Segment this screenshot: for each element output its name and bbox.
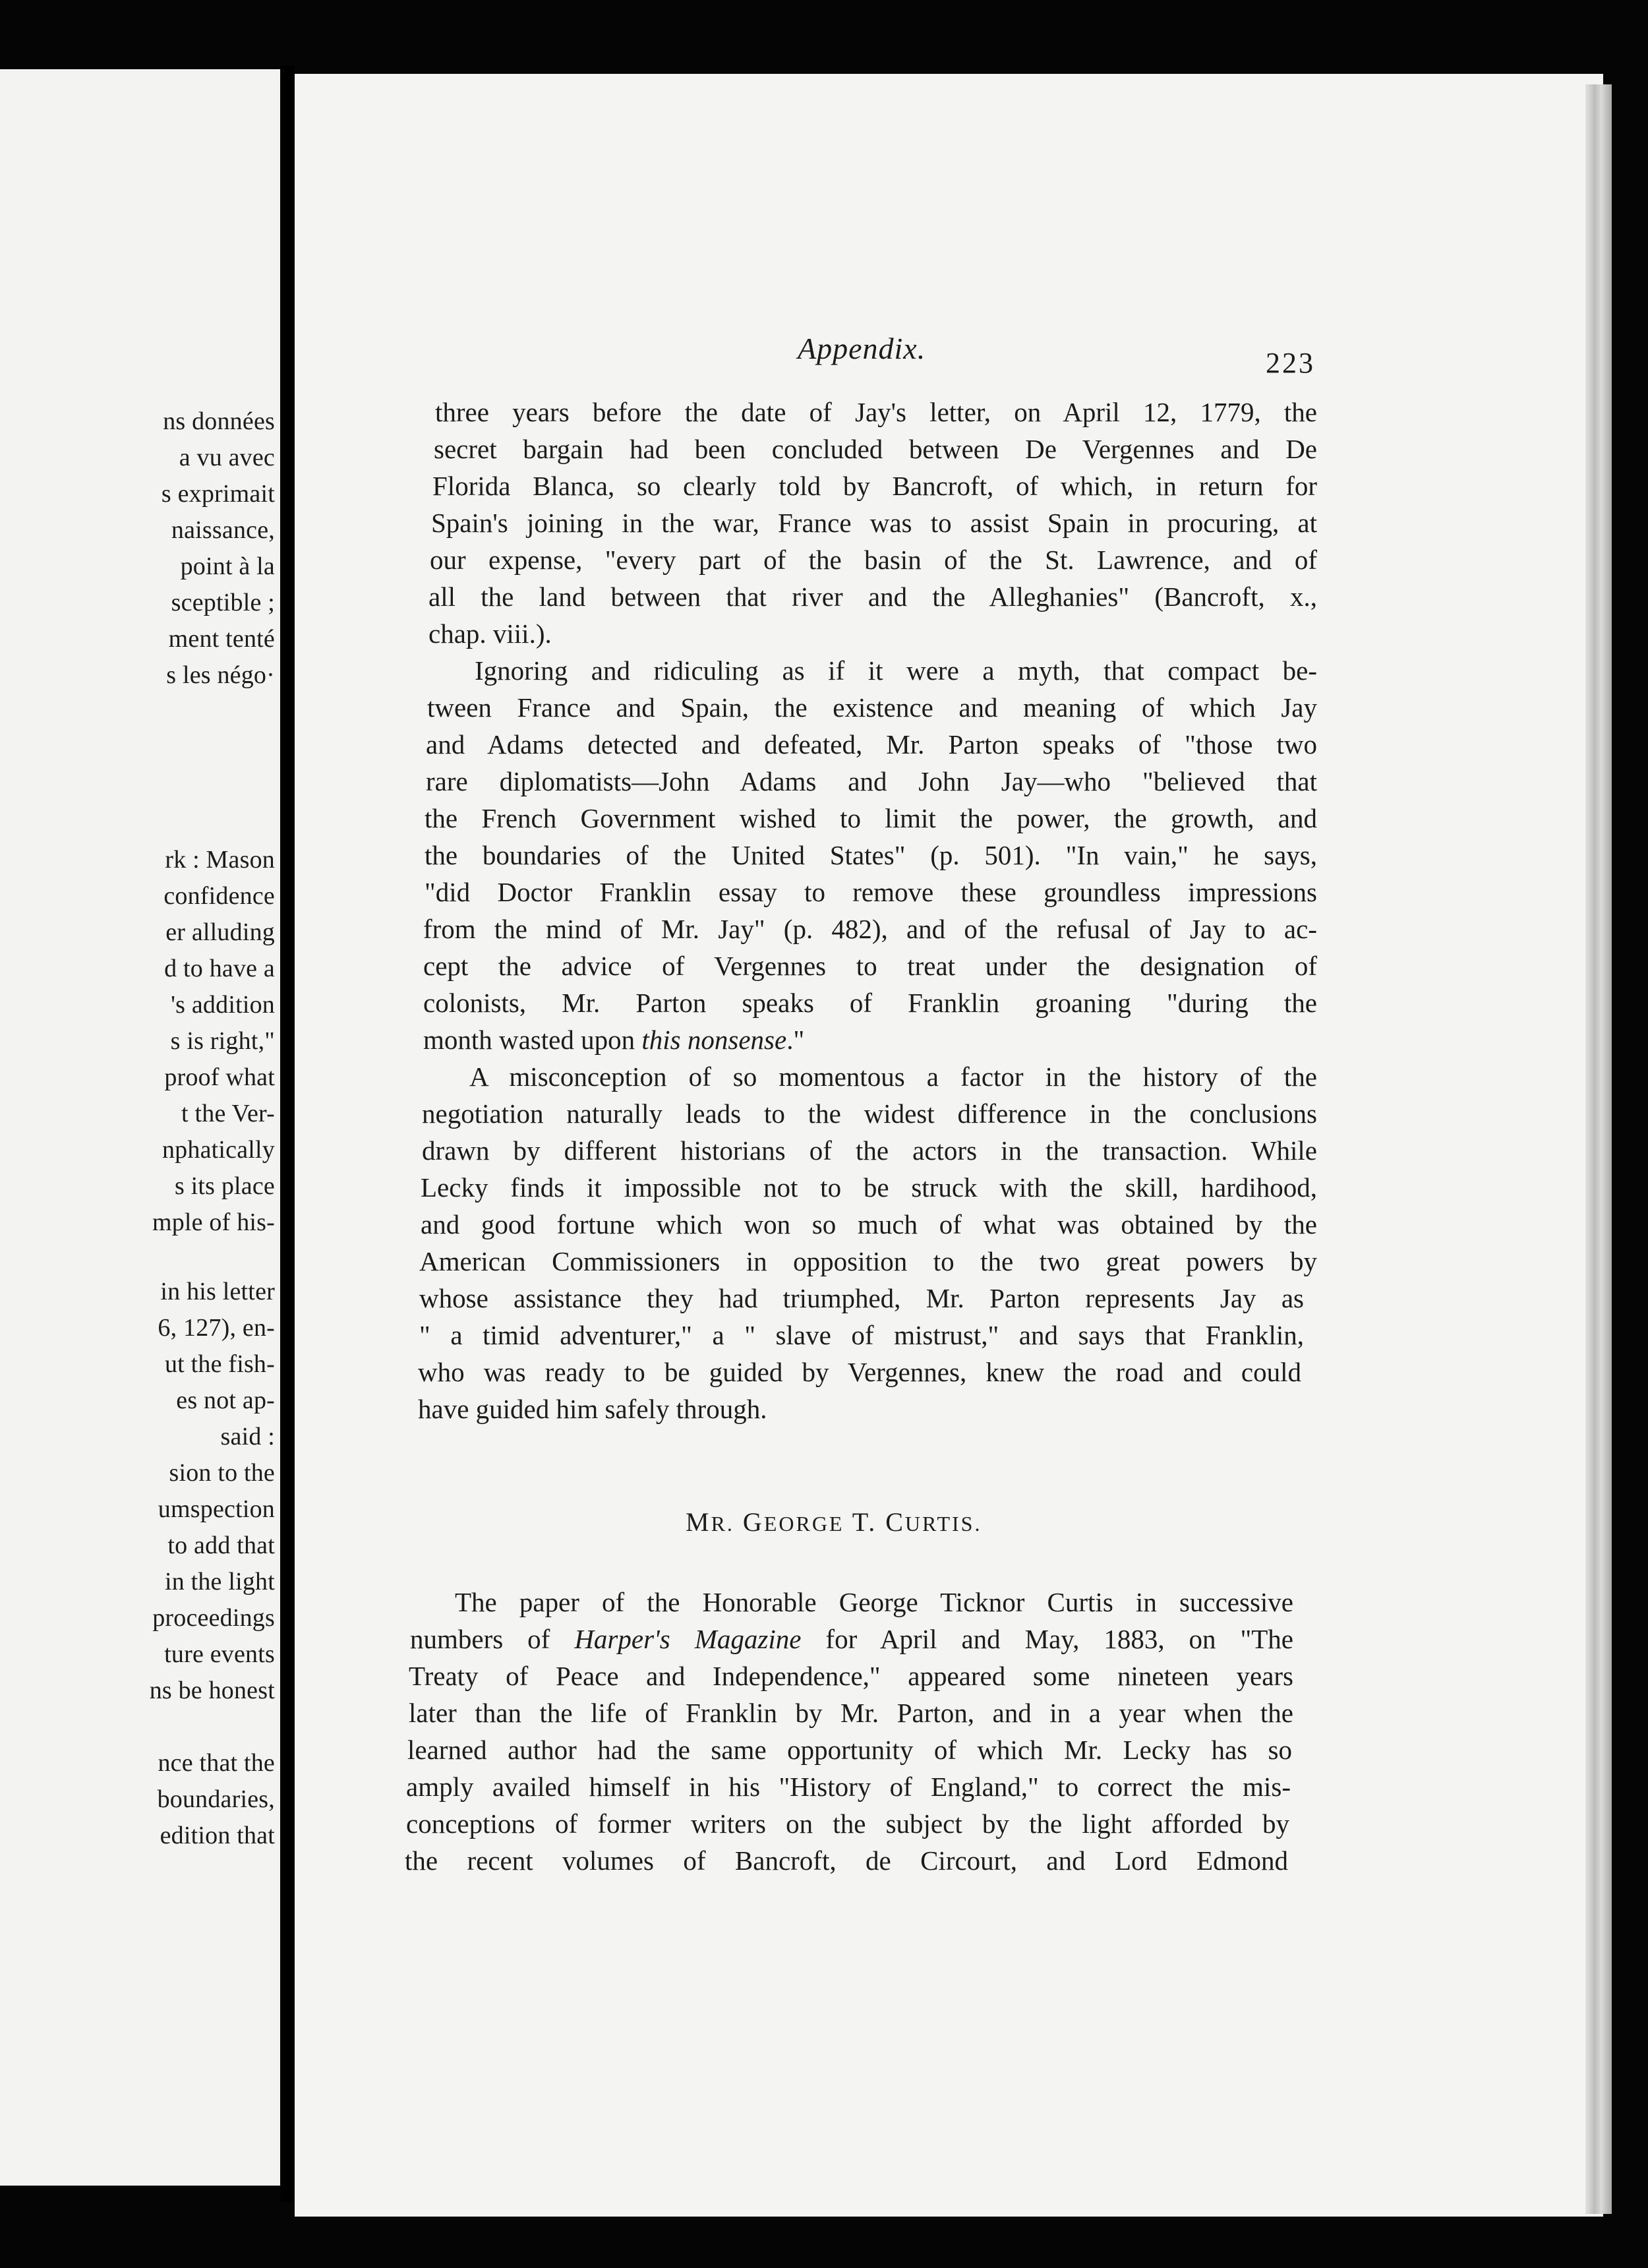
facing-page-line: ns données: [163, 407, 275, 435]
book-gutter: [280, 66, 295, 2202]
facing-page-line: d to have a: [164, 955, 275, 982]
text-line: " a timid adventurer," a " slave of mistrust," and says that Franklin,: [419, 1320, 1304, 1350]
facing-page-line: proof what: [164, 1063, 275, 1091]
text-line: three years before the date of Jay's letter, on April 12, 1779, the: [435, 397, 1317, 427]
facing-page-line: ut the fish-: [164, 1350, 275, 1378]
text-line: the boundaries of the United States" (p. 501). "In vain," he says,: [425, 840, 1317, 870]
text-line: drawn by different historians of the actors in the transaction. While: [422, 1135, 1317, 1166]
text-line: have guided him safely through.: [418, 1394, 767, 1424]
facing-page-line: es not ap-: [176, 1387, 275, 1414]
text-line: from the mind of Mr. Jay" (p. 482), and of the refusal of Jay to ac-: [423, 914, 1317, 944]
text-line: amply availed himself in his "History of England," to correct the mis-: [406, 1772, 1291, 1802]
facing-page-line: ment tenté: [168, 625, 275, 653]
facing-page-line: proceedings: [152, 1604, 275, 1632]
text-line: Florida Blanca, so clearly told by Bancroft, of which, in return for: [432, 471, 1317, 501]
text-line: Lecky finds it impossible not to be struck with the skill, hardihood,: [421, 1172, 1317, 1203]
facing-page-line: in his letter: [160, 1278, 275, 1305]
text-line: rare diplomatists—John Adams and John Jay—who "believed that: [426, 766, 1317, 796]
text-line: the recent volumes of Bancroft, de Circourt, and Lord Edmond: [405, 1845, 1288, 1876]
facing-page-line: mple of his-: [152, 1209, 275, 1236]
text-line: learned author had the same opportunity of which Mr. Lecky has so: [407, 1735, 1292, 1765]
text-line: month wasted upon this nonsense.": [423, 1025, 805, 1055]
facing-page-line: nphatically: [162, 1136, 275, 1164]
facing-page-line: s its place: [174, 1172, 275, 1200]
facing-page-line: 's addition: [171, 991, 275, 1019]
text-line: secret bargain had been concluded between De Vergennes and De: [434, 434, 1317, 464]
text-line: colonists, Mr. Parton speaks of Franklin groaning "during the: [423, 988, 1317, 1018]
text-line: American Commissioners in opposition to the two great powers by: [419, 1246, 1317, 1276]
facing-page-line: point à la: [180, 552, 275, 580]
facing-page-line: s les négo·: [166, 661, 275, 689]
text-line: and Adams detected and defeated, Mr. Parton speaks of "those two: [426, 729, 1317, 760]
text-line: cept the advice of Vergennes to treat under the designation of: [423, 951, 1317, 981]
italic-phrase: this nonsense: [641, 1025, 787, 1055]
facing-page-line: naissance,: [171, 516, 275, 544]
facing-page-line: t the Ver-: [181, 1100, 275, 1127]
facing-page-line: in the light: [164, 1568, 275, 1596]
text-line: the French Government wished to limit the power, the growth, and: [425, 803, 1317, 833]
facing-page-line: boundaries,: [157, 1785, 275, 1813]
facing-page-line: ture events: [164, 1640, 275, 1668]
facing-page-line: s is right,": [170, 1027, 275, 1055]
page-number: 223: [1266, 347, 1315, 379]
page-edge: [1585, 84, 1612, 2214]
italic-title: Harper's Magazine: [574, 1624, 802, 1654]
text-line: numbers of Harper's Magazine for April and May, 1883, on "The: [410, 1624, 1294, 1654]
text-line: A misconception of so momentous a factor in the history of the: [469, 1061, 1317, 1092]
facing-page-line: sceptible ;: [171, 589, 275, 616]
text-line: Treaty of Peace and Independence," appeared some nineteen years: [409, 1661, 1293, 1691]
facing-page-line: ns be honest: [149, 1677, 275, 1704]
facing-page-line: sion to the: [169, 1459, 275, 1487]
facing-page-line: s exprimait: [161, 480, 275, 508]
facing-page-line: to add that: [167, 1532, 275, 1559]
facing-page-line: er alluding: [165, 918, 275, 946]
facing-page-line: nce that the: [158, 1749, 275, 1777]
text-line: later than the life of Franklin by Mr. Parton, and in a year when the: [409, 1698, 1293, 1728]
running-head: Appendix.: [798, 332, 926, 365]
text-line: negotiation naturally leads to the widest difference in the conclusions: [422, 1098, 1317, 1129]
text-line: Ignoring and ridiculing as if it were a myth, that compact be-: [475, 655, 1317, 686]
facing-page-line: a vu avec: [179, 444, 275, 471]
text-line: "did Doctor Franklin essay to remove these groundless impressions: [425, 877, 1317, 907]
facing-page-text: [0, 69, 280, 2186]
section-heading: MR. GEORGE T. CURTIS.: [686, 1507, 982, 1537]
text-line: tween France and Spain, the existence and meaning of which Jay: [427, 692, 1317, 723]
facing-page-line: edition that: [160, 1822, 275, 1849]
text-line: whose assistance they had triumphed, Mr. Parton represents Jay as: [419, 1283, 1304, 1313]
facing-page-line: said :: [220, 1423, 275, 1450]
text-line: all the land between that river and the Alleghanies" (Bancroft, x.,: [428, 582, 1317, 612]
text-line: our expense, "every part of the basin of the St. Lawrence, and of: [430, 545, 1317, 575]
text-line: The paper of the Honorable George Ticknor Curtis in successive: [455, 1587, 1293, 1617]
text-line: and good fortune which won so much of what was obtained by the: [421, 1209, 1317, 1239]
facing-page-left: [0, 69, 280, 2186]
text-line: who was ready to be guided by Vergennes, knew the road and could: [418, 1357, 1301, 1387]
facing-page-line: confidence: [163, 882, 275, 910]
facing-page-line: umspection: [158, 1495, 275, 1523]
text-line: conceptions of former writers on the subject by the light afforded by: [406, 1808, 1289, 1839]
text-line: Spain's joining in the war, France was to assist Spain in procuring, at: [431, 508, 1317, 538]
facing-page-line: 6, 127), en-: [158, 1314, 275, 1342]
text-line: chap. viii.).: [428, 618, 552, 649]
facing-page-line: rk : Mason: [165, 846, 275, 874]
